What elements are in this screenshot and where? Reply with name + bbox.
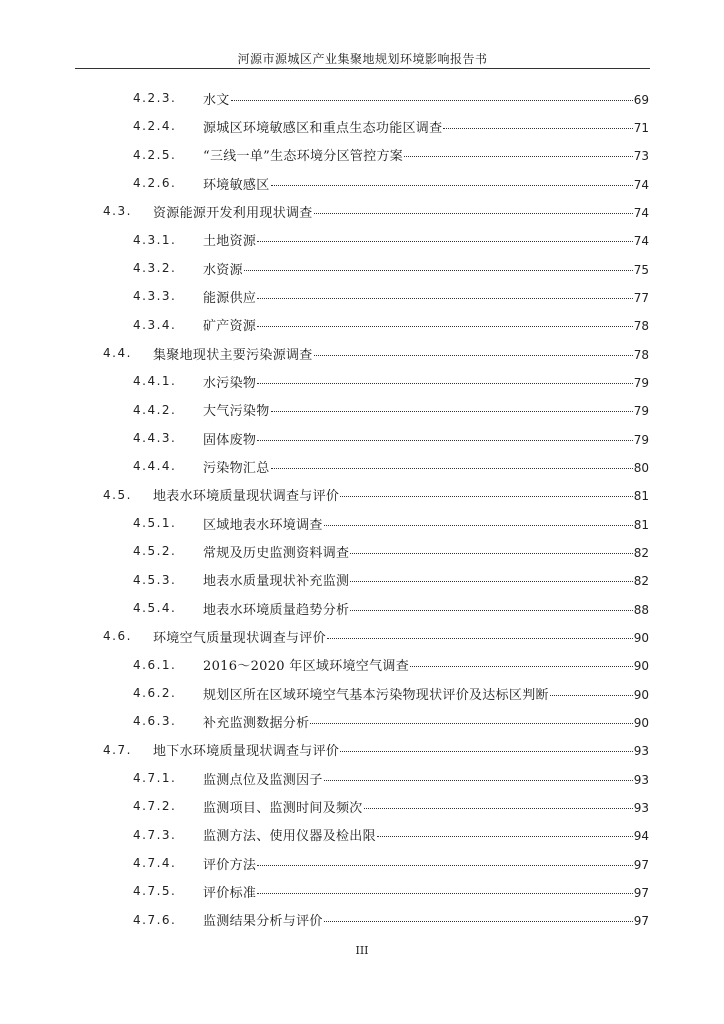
toc-dot-leader xyxy=(350,610,632,611)
toc-entry-number: 4.6.3. xyxy=(133,714,177,729)
toc-entry-line xyxy=(203,457,649,476)
toc-entry-number: 4.7.5. xyxy=(133,884,177,899)
toc-entry-number: 4.7.2. xyxy=(133,799,177,814)
toc-entry-title: 环境敏感区 xyxy=(203,177,270,193)
toc-entry-number: 4.6.1. xyxy=(133,657,177,672)
toc-dot-leader xyxy=(257,326,633,327)
toc-dot-leader xyxy=(550,695,633,696)
toc-entry-page: 71 xyxy=(633,120,649,135)
toc-entry-page: 79 xyxy=(633,432,649,447)
toc-entry-page: 80 xyxy=(633,460,649,475)
toc-entry-page: 79 xyxy=(633,404,649,419)
toc-entry[interactable] xyxy=(0,736,724,764)
toc-entry-number: 4.3.3. xyxy=(133,289,177,304)
toc-entry-page: 78 xyxy=(633,347,649,362)
toc-entry[interactable] xyxy=(0,792,724,820)
toc-entry[interactable] xyxy=(0,424,724,452)
toc-entry-line xyxy=(203,769,649,788)
toc-entry-title: 地表水质量现状补充监测 xyxy=(203,574,350,590)
toc-dot-leader xyxy=(443,128,632,129)
toc-entry-number: 4.7.4. xyxy=(133,856,177,871)
toc-entry[interactable] xyxy=(0,339,724,367)
toc-entry-title: 环境空气质量现状调查与评价 xyxy=(153,630,326,646)
page-number: III xyxy=(355,944,369,957)
toc-entry-page: 82 xyxy=(633,574,649,589)
toc-entry[interactable] xyxy=(0,396,724,424)
toc-entry-number: 4.7.3. xyxy=(133,827,177,842)
running-header: 河源市源城区产业集聚地规划环境影响报告书 xyxy=(237,52,488,66)
toc-dot-leader xyxy=(324,921,633,922)
toc-dot-leader xyxy=(377,836,633,837)
toc-entry-line xyxy=(203,882,649,901)
toc-entry-line xyxy=(203,910,649,929)
toc-entry-page: 74 xyxy=(633,205,649,220)
toc-dot-leader xyxy=(257,241,633,242)
toc-entry[interactable] xyxy=(0,877,724,905)
toc-entry[interactable] xyxy=(0,481,724,509)
toc-entry-title: 地表水环境质量趋势分析 xyxy=(203,602,350,618)
toc-dot-leader xyxy=(310,723,632,724)
toc-dot-leader xyxy=(404,156,633,157)
toc-entry[interactable] xyxy=(0,141,724,169)
toc-entry-page: 90 xyxy=(633,687,649,702)
toc-dot-leader xyxy=(257,440,633,441)
toc-entry-number: 4.7.6. xyxy=(133,912,177,927)
toc-entry-line xyxy=(203,570,649,589)
toc-entry-page: 81 xyxy=(633,517,649,532)
toc-entry-page: 81 xyxy=(633,489,649,504)
toc-entry[interactable] xyxy=(0,679,724,707)
toc-entry-number: 4.2.5. xyxy=(133,147,177,162)
toc-entry-page: 74 xyxy=(633,177,649,192)
toc-dot-leader xyxy=(271,185,633,186)
toc-dot-leader xyxy=(314,213,633,214)
toc-entry-line xyxy=(203,825,649,844)
toc-entry-line xyxy=(203,145,649,164)
toc-entry-number: 4.3.1. xyxy=(133,232,177,247)
toc-entry-line xyxy=(203,655,649,674)
table-of-contents xyxy=(0,84,724,934)
toc-entry[interactable] xyxy=(0,537,724,565)
toc-entry-page: 90 xyxy=(633,659,649,674)
toc-entry-line xyxy=(203,542,649,561)
toc-entry[interactable] xyxy=(0,282,724,310)
toc-entry-page: 93 xyxy=(633,800,649,815)
toc-dot-leader xyxy=(327,638,633,639)
toc-entry-title: 能源供应 xyxy=(203,290,257,306)
toc-dot-leader xyxy=(350,553,632,554)
toc-entry-title: 地表水环境质量现状调查与评价 xyxy=(153,489,340,505)
toc-entry-line xyxy=(203,854,649,873)
toc-entry-title: 监测方法、使用仪器及检出限 xyxy=(203,829,376,845)
toc-entry-number: 4.4.3. xyxy=(133,431,177,446)
toc-entry-number: 4.4.2. xyxy=(133,402,177,417)
toc-entry-line xyxy=(153,202,649,221)
toc-entry-title: 资源能源开发利用现状调查 xyxy=(153,205,313,221)
toc-dot-leader xyxy=(324,525,633,526)
toc-entry[interactable] xyxy=(0,311,724,339)
toc-entry-title: 污染物汇总 xyxy=(203,460,270,476)
toc-entry-title: 水文 xyxy=(203,92,230,108)
toc-entry-number: 4.5.3. xyxy=(133,572,177,587)
toc-entry-number: 4.5.4. xyxy=(133,601,177,616)
toc-entry-line xyxy=(203,259,649,278)
toc-entry-number: 4.4.1. xyxy=(133,374,177,389)
toc-entry-page: 75 xyxy=(633,262,649,277)
toc-entry-line xyxy=(203,372,649,391)
toc-entry-number: 4.2.4. xyxy=(133,119,177,134)
toc-entry[interactable] xyxy=(0,112,724,140)
toc-dot-leader xyxy=(244,270,633,271)
toc-entry-title: 源城区环境敏感区和重点生态功能区调查 xyxy=(203,120,443,136)
toc-dot-leader xyxy=(410,666,633,667)
toc-entry[interactable] xyxy=(0,906,724,934)
toc-entry[interactable] xyxy=(0,821,724,849)
toc-entry-line xyxy=(203,174,649,193)
toc-entry[interactable] xyxy=(0,169,724,197)
toc-entry-line xyxy=(153,740,649,759)
toc-entry-page: 69 xyxy=(633,92,649,107)
toc-entry-page: 94 xyxy=(633,829,649,844)
toc-entry-number: 4.2.6. xyxy=(133,176,177,191)
toc-entry-line xyxy=(153,344,649,363)
header-divider xyxy=(75,68,650,69)
toc-entry-page: 90 xyxy=(633,630,649,645)
toc-entry-line xyxy=(203,514,649,533)
toc-entry-title: 土地资源 xyxy=(203,234,257,250)
toc-entry[interactable] xyxy=(0,764,724,792)
toc-entry-title: 常规及历史监测资料调查 xyxy=(203,545,350,561)
toc-entry[interactable] xyxy=(0,849,724,877)
toc-entry[interactable] xyxy=(0,367,724,395)
toc-entry[interactable] xyxy=(0,566,724,594)
toc-entry[interactable] xyxy=(0,197,724,225)
toc-entry-page: 82 xyxy=(633,545,649,560)
toc-entry-line xyxy=(203,684,649,703)
toc-entry-number: 4.6.2. xyxy=(133,686,177,701)
toc-entry-title: 补充监测数据分析 xyxy=(203,715,310,731)
toc-entry[interactable] xyxy=(0,84,724,112)
toc-dot-leader xyxy=(257,865,633,866)
toc-entry-page: 77 xyxy=(633,290,649,305)
toc-entry[interactable] xyxy=(0,452,724,480)
toc-entry-title: 地下水环境质量现状调查与评价 xyxy=(153,744,340,760)
toc-entry-number: 4.3.2. xyxy=(133,261,177,276)
toc-entry-page: 74 xyxy=(633,234,649,249)
toc-entry-title: 大气污染物 xyxy=(203,404,270,420)
toc-entry-title: 固体废物 xyxy=(203,432,257,448)
toc-entry-title: 评价标准 xyxy=(203,885,257,901)
toc-dot-leader xyxy=(257,893,633,894)
toc-entry-line xyxy=(203,797,649,816)
toc-entry-title: 监测项目、监测时间及频次 xyxy=(203,800,363,816)
toc-entry-line xyxy=(203,287,649,306)
toc-entry-number: 4.6. xyxy=(103,629,132,644)
toc-entry-title: 监测结果分析与评价 xyxy=(203,914,323,930)
toc-entry-page: 97 xyxy=(633,857,649,872)
toc-entry-number: 4.7. xyxy=(103,742,132,757)
toc-entry-page: 73 xyxy=(633,149,649,164)
toc-entry-line xyxy=(203,315,649,334)
toc-entry-line xyxy=(153,627,649,646)
toc-dot-leader xyxy=(257,298,633,299)
toc-dot-leader xyxy=(271,468,633,469)
toc-entry[interactable] xyxy=(0,651,724,679)
toc-entry-title: 评价方法 xyxy=(203,857,257,873)
toc-entry[interactable] xyxy=(0,254,724,282)
toc-entry-number: 4.5. xyxy=(103,487,132,502)
toc-dot-leader xyxy=(324,780,633,781)
toc-entry-page: 93 xyxy=(633,772,649,787)
toc-entry-title: 矿产资源 xyxy=(203,319,257,335)
toc-entry-title: 水污染物 xyxy=(203,375,257,391)
toc-entry[interactable] xyxy=(0,226,724,254)
toc-entry-number: 4.5.1. xyxy=(133,516,177,531)
toc-entry-title: 规划区所在区域环境空气基本污染物现状评价及达标区判断 xyxy=(203,687,549,703)
toc-dot-leader xyxy=(340,751,633,752)
toc-entry-number: 4.4. xyxy=(103,346,132,361)
toc-entry-number: 4.4.4. xyxy=(133,459,177,474)
toc-entry-number: 4.5.2. xyxy=(133,544,177,559)
toc-entry-title: 水资源 xyxy=(203,262,243,278)
toc-entry-page: 90 xyxy=(633,715,649,730)
toc-entry-page: 93 xyxy=(633,744,649,759)
toc-dot-leader xyxy=(340,496,633,497)
toc-entry-line xyxy=(203,400,649,419)
toc-entry-page: 78 xyxy=(633,319,649,334)
toc-entry-title: 区域地表水环境调查 xyxy=(203,517,323,533)
toc-entry[interactable] xyxy=(0,594,724,622)
toc-entry-title: 2016～2020 年区域环境空气调查 xyxy=(203,659,410,675)
toc-dot-leader xyxy=(350,581,632,582)
toc-entry[interactable] xyxy=(0,622,724,650)
toc-entry-page: 97 xyxy=(633,914,649,929)
toc-entry-title: “三线一单”生态环境分区管控方案 xyxy=(203,149,404,165)
toc-entry-number: 4.3.4. xyxy=(133,317,177,332)
toc-entry-line xyxy=(203,89,649,108)
toc-dot-leader xyxy=(364,808,633,809)
toc-entry-page: 88 xyxy=(633,602,649,617)
toc-entry-number: 4.2.3. xyxy=(133,91,177,106)
toc-entry-line xyxy=(203,429,649,448)
toc-entry[interactable] xyxy=(0,707,724,735)
toc-entry[interactable] xyxy=(0,509,724,537)
toc-dot-leader xyxy=(271,411,633,412)
toc-dot-leader xyxy=(314,355,633,356)
toc-entry-line xyxy=(203,117,649,136)
toc-entry-line xyxy=(203,230,649,249)
toc-entry-number: 4.7.1. xyxy=(133,771,177,786)
toc-entry-line xyxy=(203,712,649,731)
toc-entry-page: 79 xyxy=(633,375,649,390)
toc-entry-line xyxy=(153,485,649,504)
toc-entry-title: 监测点位及监测因子 xyxy=(203,772,323,788)
toc-entry-page: 97 xyxy=(633,885,649,900)
toc-dot-leader xyxy=(257,383,633,384)
toc-entry-number: 4.3. xyxy=(103,204,132,219)
toc-dot-leader xyxy=(231,100,633,101)
toc-entry-title: 集聚地现状主要污染源调查 xyxy=(153,347,313,363)
toc-entry-line xyxy=(203,599,649,618)
